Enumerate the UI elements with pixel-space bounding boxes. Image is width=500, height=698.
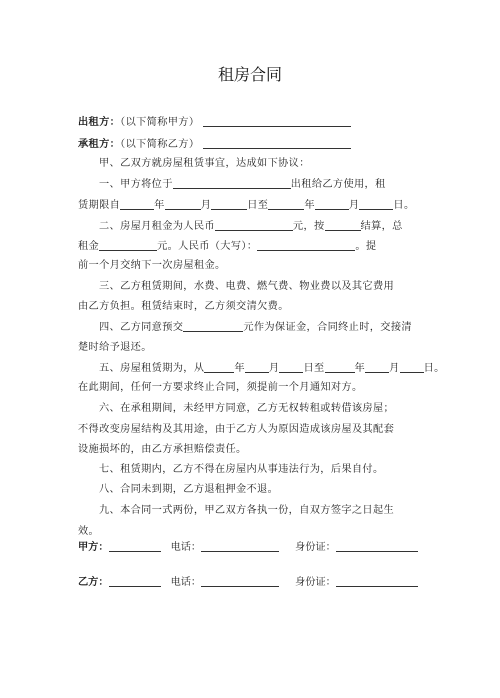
party-a-signature-line bbox=[78, 540, 418, 555]
clause-5-month-1: 月 bbox=[268, 363, 280, 374]
clause-5-day-2: 日。 bbox=[423, 363, 445, 374]
intro-text: 甲、乙双方就房屋租赁事宜，达成如下协议： bbox=[99, 158, 310, 169]
clause-6-line-3: 设施损坏的，由乙方承担赔偿责任。 bbox=[78, 444, 247, 455]
clause-2-text-b: 元，按 bbox=[292, 221, 325, 232]
lessor-name-blank bbox=[203, 115, 351, 127]
lessor-label: 出租方： bbox=[78, 116, 121, 128]
end-year-blank bbox=[268, 198, 304, 210]
clause-3-line-1: 三、乙方租赁期间，水费、电费、燃气费、物业费以及其它费用 bbox=[99, 281, 395, 292]
document-title: 租房合同 bbox=[217, 65, 282, 84]
clause-1-line-1 bbox=[78, 177, 430, 192]
property-address-blank bbox=[173, 177, 291, 189]
end-day-blank bbox=[359, 198, 393, 210]
party-b-id-label: 身份证： bbox=[295, 577, 336, 588]
clause-5-to: 日至 bbox=[303, 363, 325, 374]
party-b-phone-label: 电话： bbox=[170, 577, 202, 588]
lease-start-day-blank bbox=[279, 361, 303, 373]
clause-1-to: 日至 bbox=[247, 200, 269, 211]
clause-4-line-2: 楚时给予退还。 bbox=[78, 342, 152, 353]
lessee-line bbox=[78, 137, 430, 152]
party-b-phone-blank bbox=[201, 575, 279, 587]
lease-start-year-blank bbox=[204, 361, 234, 373]
clause-1-year-1: 年 bbox=[154, 200, 165, 211]
clause-5-year-2: 年 bbox=[354, 363, 366, 374]
clause-1-day-2: 日。 bbox=[393, 200, 415, 211]
lease-end-month-blank bbox=[365, 361, 389, 373]
clause-3-line-2: 由乙方负担。租赁结束时，乙方须交清欠费。 bbox=[78, 301, 289, 312]
party-a-phone-label: 电话： bbox=[170, 542, 202, 553]
clause-1-month-1: 月 bbox=[200, 200, 212, 211]
party-b-name-blank bbox=[109, 575, 161, 587]
clause-2-line-2 bbox=[78, 239, 430, 254]
clause-1-month-2: 月 bbox=[348, 200, 360, 211]
clause-1-text-a: 一、甲方将位于 bbox=[99, 179, 173, 190]
lease-end-day-blank bbox=[400, 361, 424, 373]
clause-5-line-2: 在此期间，任何一方要求终止合同，须提前一个月通知对方。 bbox=[78, 382, 363, 393]
clause-2-line-1 bbox=[78, 219, 430, 234]
party-a-id-blank bbox=[336, 540, 418, 552]
party-a-id-label: 身份证： bbox=[295, 542, 336, 553]
clause-5-month-2: 月 bbox=[389, 363, 400, 374]
clause-4-line-1 bbox=[78, 320, 430, 335]
clause-2-text-d: 租金 bbox=[78, 241, 100, 252]
party-a-phone-blank bbox=[201, 540, 279, 552]
clause-2-text-a: 二、房屋月租金为人民币 bbox=[99, 221, 215, 232]
clause-1-text-b: 出租给乙方使用，租 bbox=[290, 179, 386, 190]
party-a-label: 甲方： bbox=[78, 541, 109, 553]
party-b-id-blank bbox=[336, 575, 418, 587]
start-month-blank bbox=[165, 198, 201, 210]
rent-in-words-blank bbox=[257, 239, 355, 251]
lessor-note: （以下简称甲方） bbox=[120, 117, 200, 128]
party-b-label: 乙方： bbox=[78, 576, 109, 588]
clause-4-text-b: 元作为保证金，合同终止时，交接清 bbox=[243, 322, 412, 333]
clause-6-line-2: 不得改变房屋结构及其用途，由于乙方人为原因造成该房屋及其配套 bbox=[78, 424, 395, 435]
clause-2-text-e: 元。人民币（大写）： bbox=[157, 241, 258, 252]
clause-7: 七、租赁期内，乙方不得在房屋内从事违法行为，后果自付。 bbox=[99, 464, 384, 475]
clause-9-line-1: 九、本合同一式两份，甲乙双方各执一份，自双方签字之日起生 bbox=[99, 505, 395, 516]
clause-5-text-a: 五、房屋租赁期为，从 bbox=[99, 363, 205, 374]
lessee-name-blank bbox=[203, 137, 351, 149]
clause-2-text-f: 。提 bbox=[355, 241, 377, 252]
clause-1-line-2 bbox=[78, 198, 430, 213]
lease-end-year-blank bbox=[325, 361, 355, 373]
start-year-blank bbox=[120, 198, 154, 210]
clause-9-line-2: 效。 bbox=[78, 526, 100, 537]
deposit-blank bbox=[183, 320, 243, 332]
clause-1-text-c: 赁期限自 bbox=[78, 200, 121, 211]
end-month-blank bbox=[315, 198, 349, 210]
clause-5-line-1 bbox=[78, 361, 445, 376]
monthly-rent-blank bbox=[215, 219, 293, 231]
lessee-note: （以下简称乙方） bbox=[120, 139, 200, 150]
clause-5-year-1: 年 bbox=[234, 363, 245, 374]
clause-8: 八、合同未到期，乙方退租押金不退。 bbox=[99, 484, 279, 495]
party-b-signature-line bbox=[78, 575, 418, 590]
party-a-name-blank bbox=[109, 540, 161, 552]
clause-2-line-3: 前一个月交纳下一次房屋租金。 bbox=[78, 260, 226, 271]
clause-1-year-2: 年 bbox=[304, 200, 315, 211]
total-rent-blank bbox=[99, 239, 157, 251]
lessee-label: 承租方： bbox=[78, 138, 121, 150]
settlement-period-blank bbox=[325, 219, 361, 231]
clause-4-text-a: 四、乙方同意预交 bbox=[99, 322, 184, 333]
lessor-line bbox=[78, 115, 430, 130]
start-day-blank bbox=[211, 198, 247, 210]
clause-2-text-c: 结算，总 bbox=[360, 221, 403, 232]
lease-start-month-blank bbox=[245, 361, 269, 373]
clause-6-line-1: 六、在承租期间，未经甲方同意，乙方无权转租或转借该房屋； bbox=[99, 403, 395, 414]
